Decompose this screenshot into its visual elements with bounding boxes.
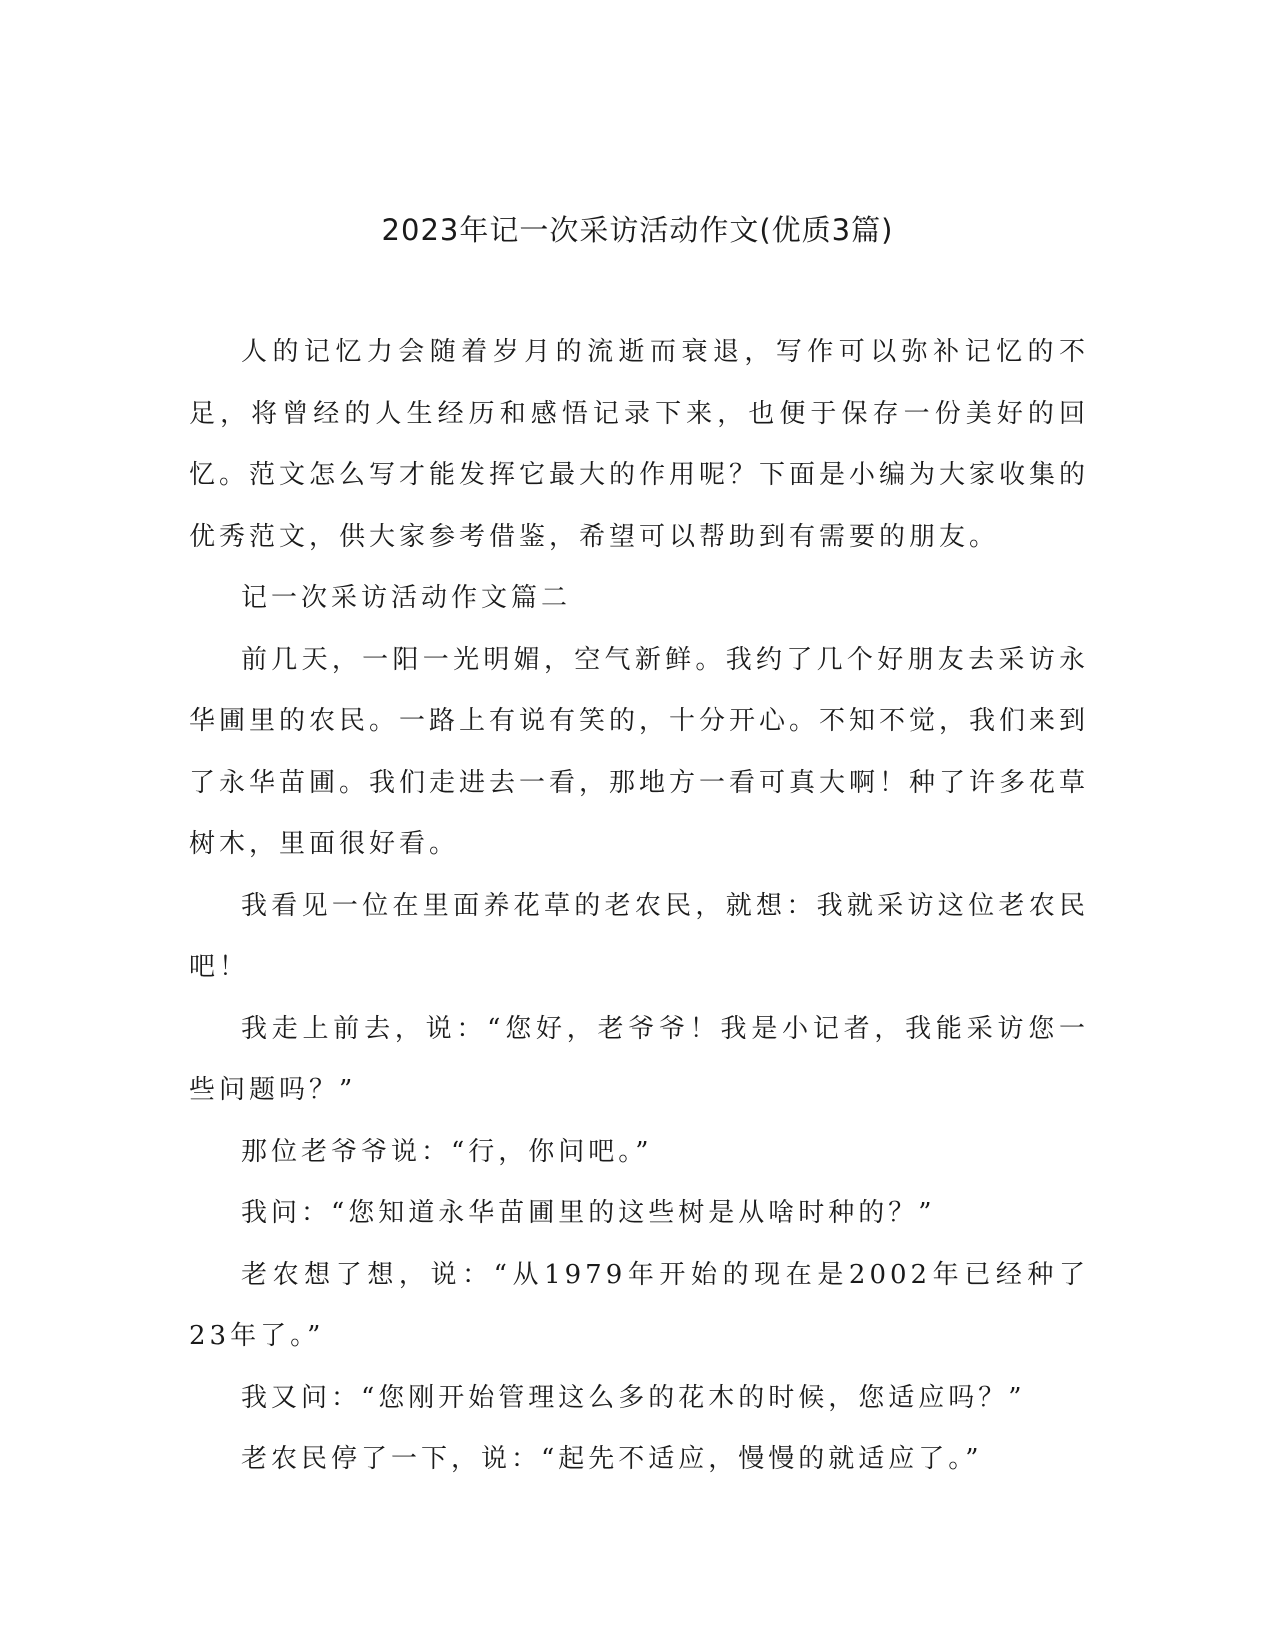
body-paragraph: 我看见一位在里面养花草的老农民，就想：我就采访这位老农民吧！ xyxy=(189,890,1089,982)
body-paragraph: 老农民停了一下，说：“起先不适应，慢慢的就适应了。” xyxy=(241,1444,983,1474)
body-paragraph: 我问：“您知道永华苗圃里的这些树是从啥时种的？” xyxy=(241,1198,936,1228)
body-paragraph: 老农想了想，说：“从1979年开始的现在是2002年已经种了23年了。” xyxy=(189,1259,1089,1351)
body-paragraph: 那位老爷爷说：“行，你问吧。” xyxy=(241,1136,653,1167)
document-title: 2023年记一次采访活动作文(优质3篇) xyxy=(381,213,894,247)
document-body xyxy=(189,322,1089,1491)
body-paragraph: 我又问：“您刚开始管理这么多的花木的时候，您适应吗？” xyxy=(241,1382,1026,1413)
body-paragraph: 我走上前去，说：“您好，老爷爷！我是小记者，我能采访您一些问题吗？” xyxy=(189,1013,1089,1105)
intro-paragraph: 人的记忆力会随着岁月的流逝而衰退，写作可以弥补记忆的不足，将曾经的人生经历和感悟记录下来，也便于保存一份美好的回忆。范文怎么写才能发挥它最大的作用呢？下面是小编为大家收集的优秀范文，供大家参考借鉴，希望可以帮助到有需要的朋友。 xyxy=(189,337,1090,552)
body-paragraph: 前几天，一阳一光明媚，空气新鲜。我约了几个好朋友去采访永华圃里的农民。一路上有说有笑的，十分开心。不知不觉，我们来到了永华苗圃。我们走进去一看，那地方一看可真大啊！种了许多花草树木，里面很好看。 xyxy=(189,644,1090,859)
section-heading: 记一次采访活动作文篇二 xyxy=(241,583,572,613)
